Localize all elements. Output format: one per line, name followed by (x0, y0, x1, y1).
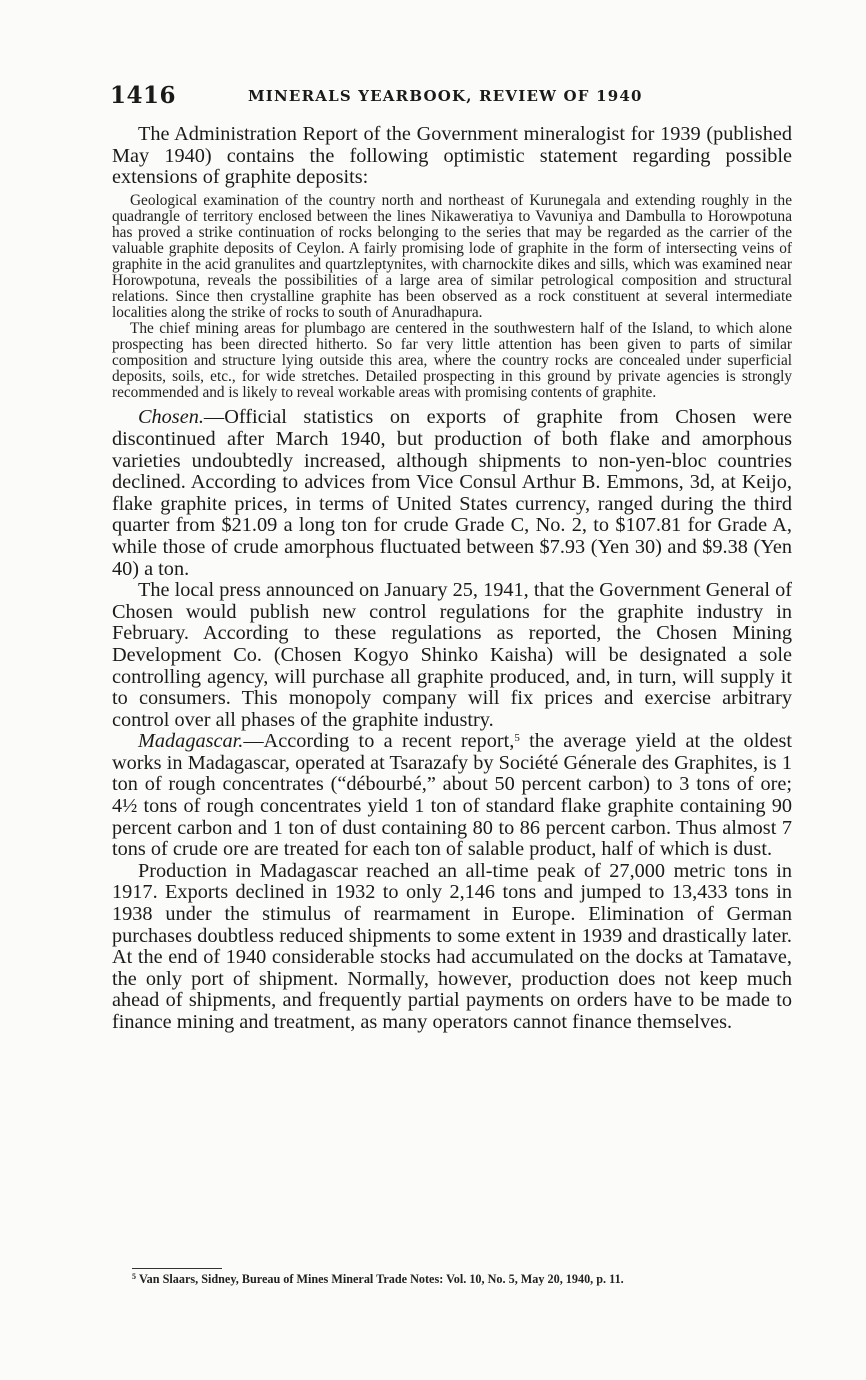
footnote-text: Van Slaars, Sidney, Bureau of Mines Mineral Trade Notes: Vol. 10, No. 5, May 20, 1940, p. 11. (139, 1272, 624, 1286)
madagascar-production-paragraph: Production in Madagascar reached an all-time peak of 27,000 metric tons in 1917. Exports declined in 1932 to only 2,146 tons and jumped to 13,433 tons in 1938 under the stimulus of rearmament in Europe. Elimination of German purchases doubtless reduced shipments to some extent in 1939 and drastically later. At the end of 1940 considerable stocks had accumulated on the docks at Tamatave, the only port of shipment. Normally, however, production does not keep much ahead of shipments, and frequently partial payments on orders have to be made to finance mining and treatment, as many operators cannot finance themselves. (112, 859, 792, 1034)
madagascar-text-a: —According to a recent report, (243, 730, 515, 753)
madagascar-text-b: the average yield at the oldest works in Madagascar, operated at Tsarazafy by Société Génerale des Graphites, is 1 ton of rough concentrates (“débourbé,” about 50 percent carbon) to 3 tons of ore; 4½ tons of rough concentrates yield 1 ton of standard flake graphite containing 90 percent carbon and 1 ton of dust containing 80 to 86 percent carbon. Thus almost 7 tons of crude ore are treated for each ton of salable product, half of which is dust. (112, 730, 792, 861)
footnote (132, 1272, 792, 1287)
footnote-rule (132, 1268, 222, 1269)
page-number: 1416 (110, 82, 177, 109)
footnote-reference: 5 (514, 732, 520, 745)
chosen-text: —Official statistics on exports of graphite from Chosen were discontinued after March 1940, but production of both flake and amorphous varieties undoubtedly increased, although shipments to non-yen-bloc countries declined. According to advices from Vice Consul Arthur B. Emmons, 3d, at Keijo, flake graphite prices, in terms of United States currency, ranged during the third quarter from $21.09 a long ton for crude Grade C, No. 2, to $107.81 for Grade A, while those of crude amorphous fluctuated between $7.93 (Yen 30) and $9.38 (Yen 40) a ton. (112, 406, 792, 580)
chosen-paragraph (112, 407, 792, 580)
quote-paragraph: Geological examination of the country north and northeast of Kurunegala and extending roughly in the quadrangle of territory enclosed between the lines Nikaweratiya to Vavuniya and Dambulla to Horowpotuna has proved a strike continuation of rocks belonging to the series that may be regarded as the carrier of the valuable graphite deposits of Ceylon. A fairly promising lode of graphite in the form of intersecting veins of graphite in the acid granulites and quartzleptynites, with charnockite dikes and sills, which was examined near Horowpotuna, reveals the possibilities of a large area of similar petrological composition and structural relations. Since then crystalline graphite has been observed as a rock constituent at several intermediate localities along the strike of rocks to south of Anuradhapura. (112, 191, 792, 322)
chosen-heading: Chosen. (138, 406, 204, 429)
running-head: MINERALS YEARBOOK, REVIEW OF 1940 (248, 87, 643, 105)
quote-paragraph: The chief mining areas for plumbago are centered in the southwestern half of the Island, to which alone prospecting has been directed hitherto. So far very little attention has been given to parts of similar composition and structure lying outside this area, where the country rocks are concealed under superficial deposits, soils, etc., for wide stretches. Detailed prospecting in this ground by private agencies is strongly recommended and is likely to reveal workable areas with promising contents of graphite. (112, 320, 792, 402)
page-header (110, 82, 790, 112)
footnote-mark: 5 (132, 1272, 136, 1281)
body-text (112, 124, 792, 1034)
intro-paragraph: The Administration Report of the Government mineralogist for 1939 (published May 1940) contains the following optimistic statement regarding possible extensions of graphite deposits: (112, 123, 792, 189)
block-quote (112, 193, 792, 402)
chosen-press-paragraph: The local press announced on January 25, 1941, that the Government General of Chosen would publish new control regulations for the graphite industry in February. According to these regulations as reported, the Chosen Mining Development Co. (Chosen Kogyo Shinko Kaisha) will be designated a sole controlling agency, will purchase all graphite produced, and, in turn, will supply it to consumers. This monopoly company will fix prices and exercise arbitrary control over all phases of the graphite industry. (112, 579, 792, 731)
madagascar-heading: Madagascar. (138, 730, 244, 753)
madagascar-paragraph (112, 731, 792, 861)
